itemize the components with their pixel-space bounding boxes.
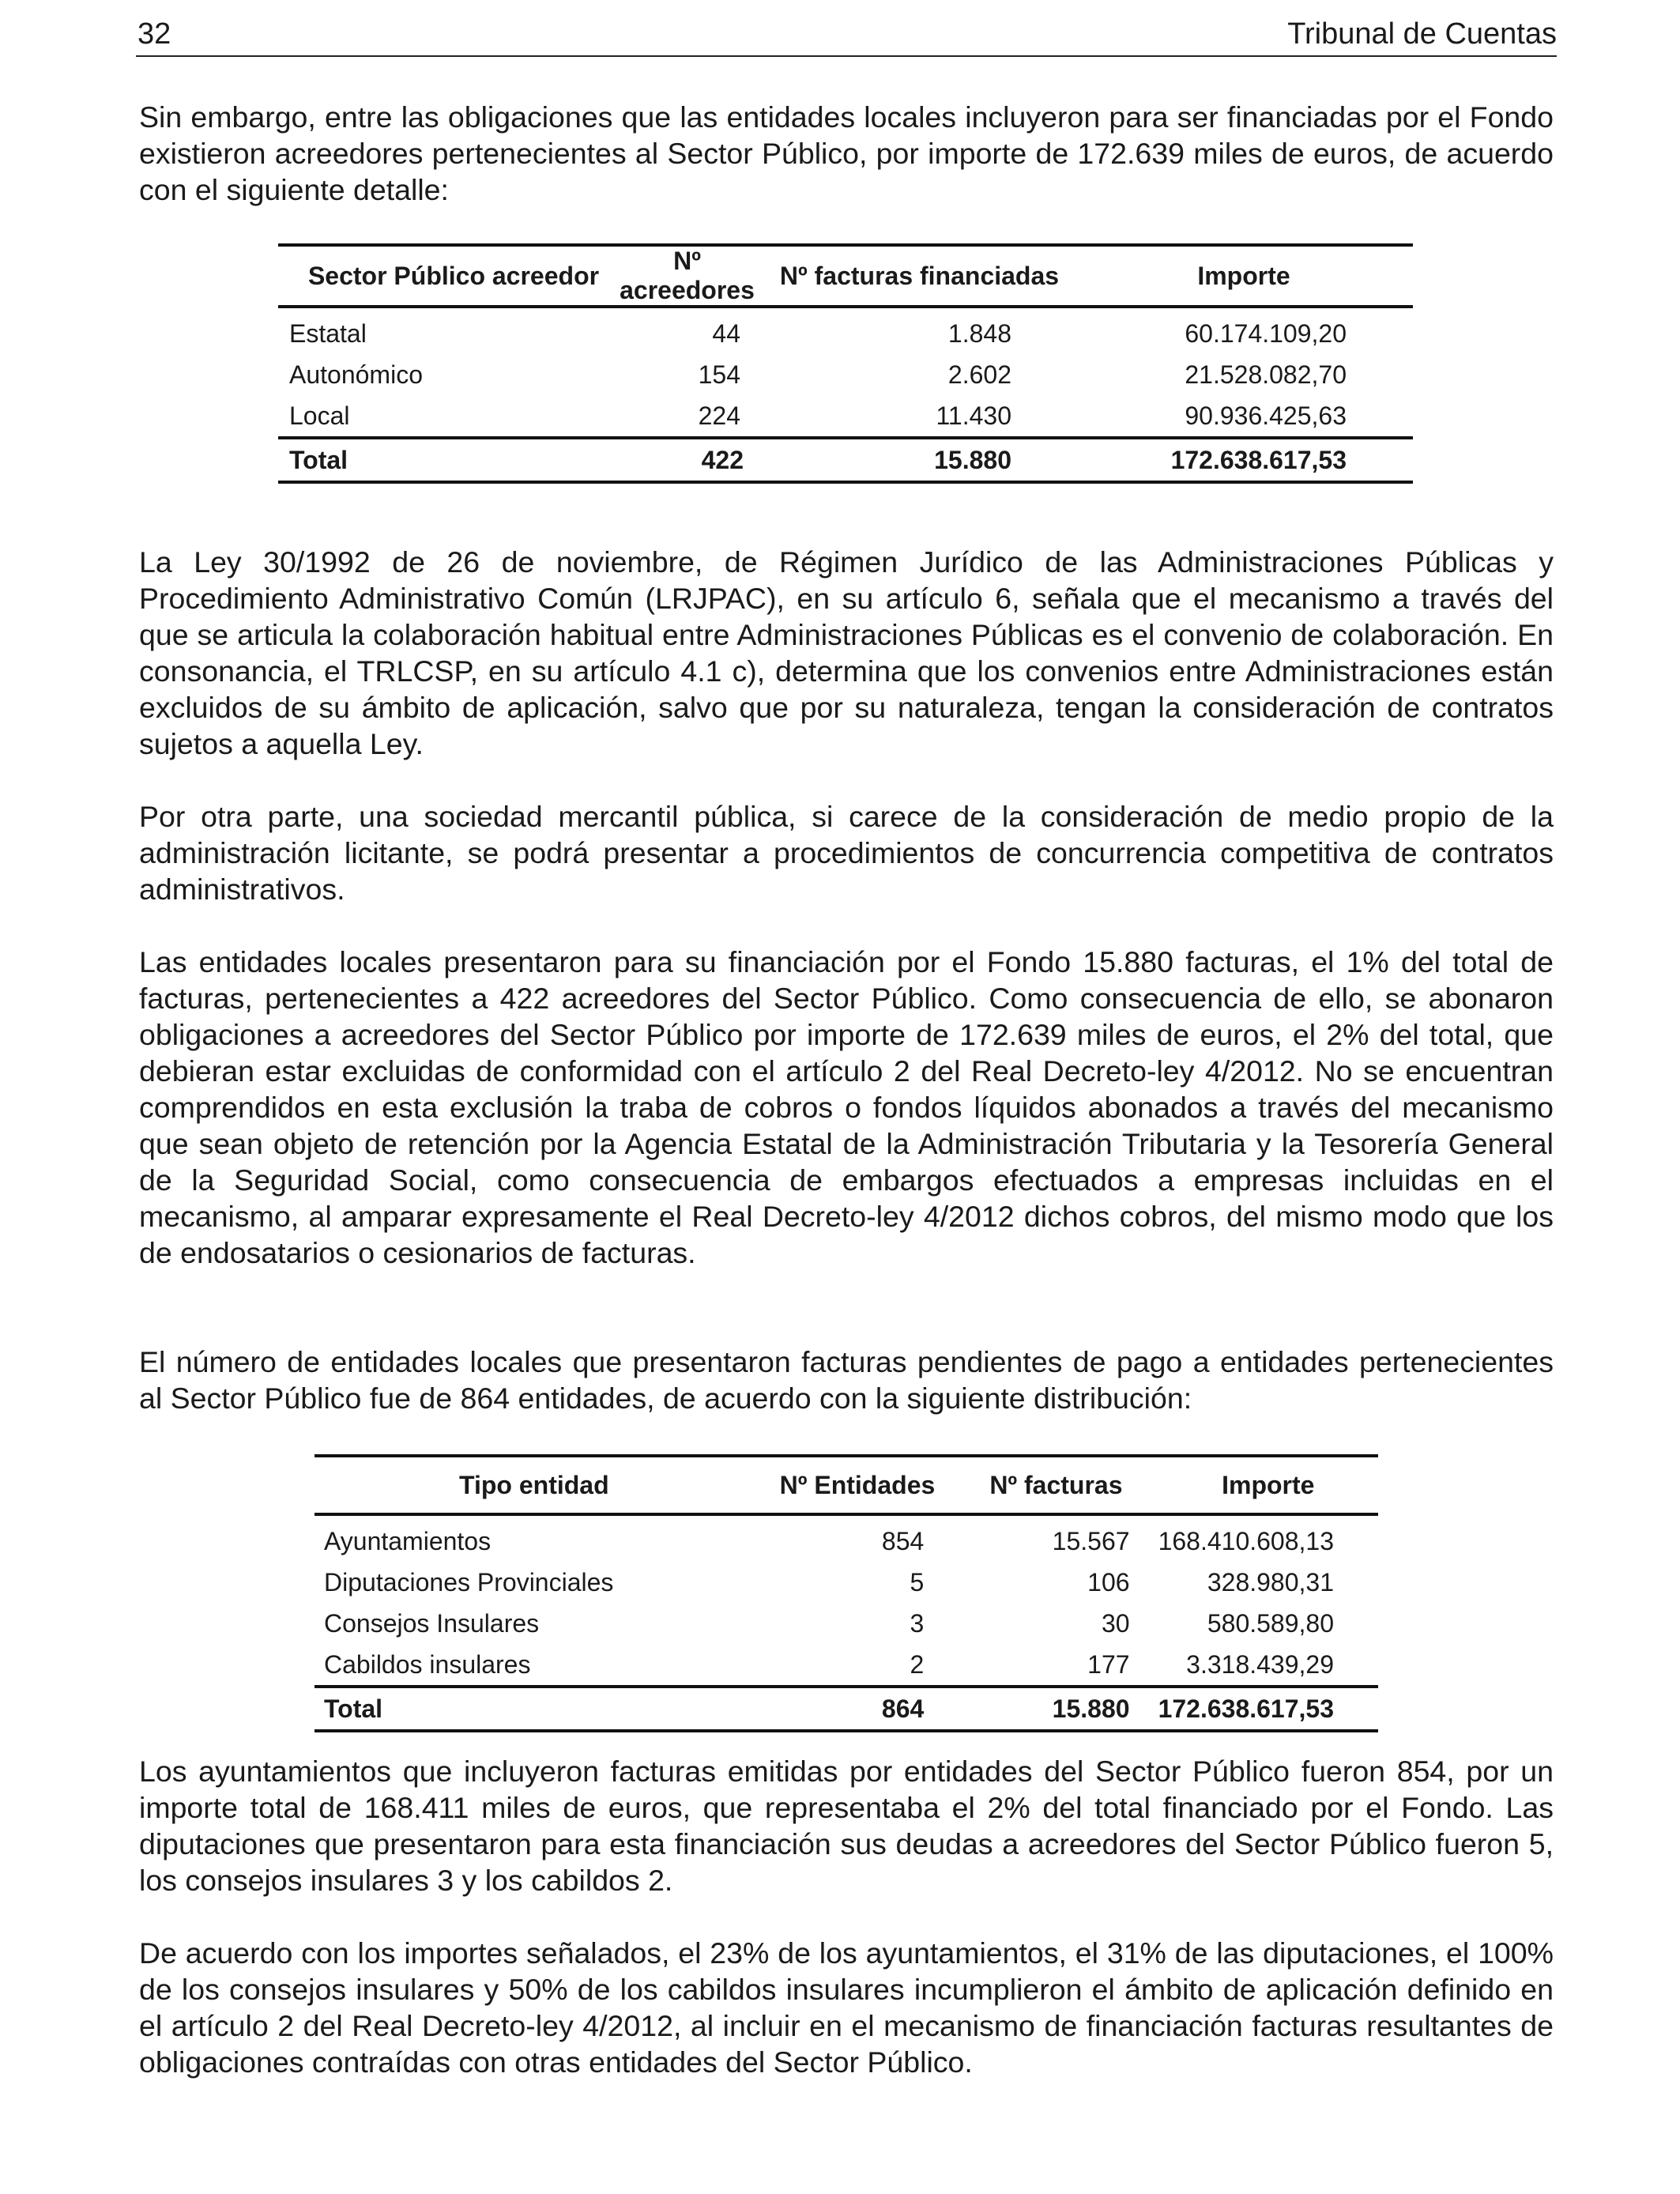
- cell-acreedores: 44: [712, 319, 740, 348]
- table-tipo-entidad: [315, 1454, 1378, 1732]
- cell-tipo: Cabildos insulares: [324, 1649, 531, 1679]
- table-row: [278, 395, 1413, 438]
- cell-total-facturas: 15.880: [954, 1687, 1158, 1731]
- cell-total-entidades: 864: [738, 1687, 955, 1731]
- table-total-row: [315, 1687, 1378, 1731]
- cell-entidades: 5: [910, 1567, 925, 1596]
- cell-total-importe: 172.638.617,53: [1075, 438, 1413, 482]
- table-row: [278, 307, 1413, 354]
- col-header-facturas: Nº facturas financiadas: [764, 245, 1075, 307]
- cell-facturas: 177: [1087, 1649, 1130, 1679]
- cell-facturas: 15.567: [1052, 1526, 1130, 1555]
- col-header-entidades: Nº Entidades: [738, 1456, 955, 1514]
- cell-facturas: 106: [1087, 1567, 1130, 1596]
- col-header-sector: Sector Público acreedor: [278, 245, 610, 307]
- page-number: 32: [137, 17, 171, 51]
- cell-sector: Estatal: [289, 319, 367, 348]
- cell-sector: Local: [289, 401, 350, 430]
- cell-total-acreedores: 422: [610, 438, 764, 482]
- paragraph-2: La Ley 30/1992 de 26 de noviembre, de Régimen Jurídico de las Administraciones Públicas y Procedimiento Administrativo Común (LRJPAC), en su artículo 6, señala que el mecanismo a través del que se articula la colaboración habitual entre Administraciones Públicas es el convenio de colaboración. En consonancia, el TRLCSP, en su artículo 4.1 c), determina que los convenios entre Administraciones están excluidos de su ámbito de aplicación, salvo que por su naturaleza, tengan la consideración de contratos sujetos a aquella Ley.: [139, 545, 1554, 760]
- cell-sector: Autonómico: [289, 360, 423, 389]
- table-row: [315, 1562, 1378, 1603]
- cell-importe: 3.318.439,29: [1186, 1649, 1334, 1679]
- cell-tipo: Consejos Insulares: [324, 1608, 540, 1638]
- paragraph-3: Por otra parte, una sociedad mercantil pública, si carece de la consideración de medio propio de la administración licitante, se podrá presentar a procedimientos de concurrencia competitiva de contratos administrativos.: [139, 800, 1554, 906]
- table-row: [315, 1603, 1378, 1644]
- col-header-tipo: Tipo entidad: [315, 1456, 738, 1514]
- cell-importe: 21.528.082,70: [1185, 360, 1347, 389]
- cell-tipo: Ayuntamientos: [324, 1526, 492, 1555]
- cell-importe: 580.589,80: [1207, 1608, 1334, 1638]
- cell-entidades: 854: [881, 1526, 925, 1555]
- cell-facturas: 1.848: [947, 319, 1011, 348]
- cell-total-facturas: 15.880: [764, 438, 1075, 482]
- page-header: [136, 14, 1557, 57]
- table-sector-publico-acreedor: [278, 243, 1413, 484]
- col-header-acreedores: Nº acreedores: [610, 245, 764, 307]
- cell-importe: 328.980,31: [1207, 1567, 1334, 1596]
- cell-entidades: 3: [910, 1608, 925, 1638]
- cell-entidades: 2: [910, 1649, 925, 1679]
- table-row: [315, 1514, 1378, 1562]
- cell-facturas: 2.602: [947, 360, 1011, 389]
- header-title: Tribunal de Cuentas: [1287, 17, 1557, 51]
- cell-importe: 90.936.425,63: [1185, 401, 1347, 430]
- cell-acreedores: 224: [698, 401, 740, 430]
- paragraph-1: Sin embargo, entre las obligaciones que las entidades locales incluyeron para ser financiadas por el Fondo existieron acreedores pertenecientes al Sector Público, por importe de 172.639 miles de euros, de acuerdo con el siguiente detalle:: [139, 100, 1554, 206]
- table-total-row: [278, 438, 1413, 482]
- paragraph-6: Los ayuntamientos que incluyeron facturas emitidas por entidades del Sector Público fueron 854, por un importe total de 168.411 miles de euros, que representaba el 2% del total financiado por el Fondo. Las diputaciones que presentaron para esta financiación sus deudas a acreedores del Sector Público fueron 5, los consejos insulares 3 y los cabildos 2.: [139, 1755, 1554, 1897]
- cell-acreedores: 154: [698, 360, 740, 389]
- cell-total-label: Total: [315, 1687, 738, 1731]
- cell-importe: 60.174.109,20: [1185, 319, 1347, 348]
- col-header-importe: Importe: [1158, 1456, 1378, 1514]
- table-row: [278, 354, 1413, 395]
- paragraph-5: El número de entidades locales que presentaron facturas pendientes de pago a entidades pertenecientes al Sector Público fue de 864 entidades, de acuerdo con la siguiente distribución:: [139, 1345, 1554, 1415]
- table-header-row: [315, 1456, 1378, 1514]
- cell-facturas: 11.430: [936, 401, 1011, 430]
- paragraph-7: De acuerdo con los importes señalados, el 23% de los ayuntamientos, el 31% de las diputaciones, el 100% de los consejos insulares y 50% de los cabildos insulares incumplieron el ámbito de aplicación definido en el artículo 2 del Real Decreto-ley 4/2012, al incluir en el mecanismo de financiación facturas resultantes de obligaciones contraídas con otras entidades del Sector Público.: [139, 1936, 1554, 2079]
- cell-tipo: Diputaciones Provinciales: [324, 1567, 614, 1596]
- cell-total-label: Total: [278, 438, 610, 482]
- col-header-importe: Importe: [1075, 245, 1413, 307]
- cell-total-importe: 172.638.617,53: [1158, 1687, 1378, 1731]
- paragraph-4: Las entidades locales presentaron para su financiación por el Fondo 15.880 facturas, el 1% del total de facturas, pertenecientes a 422 acreedores del Sector Público. Como consecuencia de ello, se abonaron obligaciones a acreedores del Sector Público por importe de 172.639 miles de euros, el 2% del total, que debieran estar excluidas de conformidad con el artículo 2 del Real Decreto-ley 4/2012. No se encuentran comprendidos en esta exclusión la traba de cobros o fondos líquidos abonados a través del mecanismo que sean objeto de retención por la Agencia Estatal de la Administración Tributaria y la Tesorería General de la Seguridad Social, como consecuencia de embargos efectuados a empresas incluidas en el mecanismo, al amparar expresamente el Real Decreto-ley 4/2012 dichos cobros, del mismo modo que los de endosatarios o cesionarios de facturas.: [139, 945, 1554, 1269]
- table-row: [315, 1644, 1378, 1687]
- table-header-row: [278, 245, 1413, 307]
- cell-importe: 168.410.608,13: [1158, 1526, 1334, 1555]
- cell-facturas: 30: [1101, 1608, 1130, 1638]
- col-header-facturas: Nº facturas: [954, 1456, 1158, 1514]
